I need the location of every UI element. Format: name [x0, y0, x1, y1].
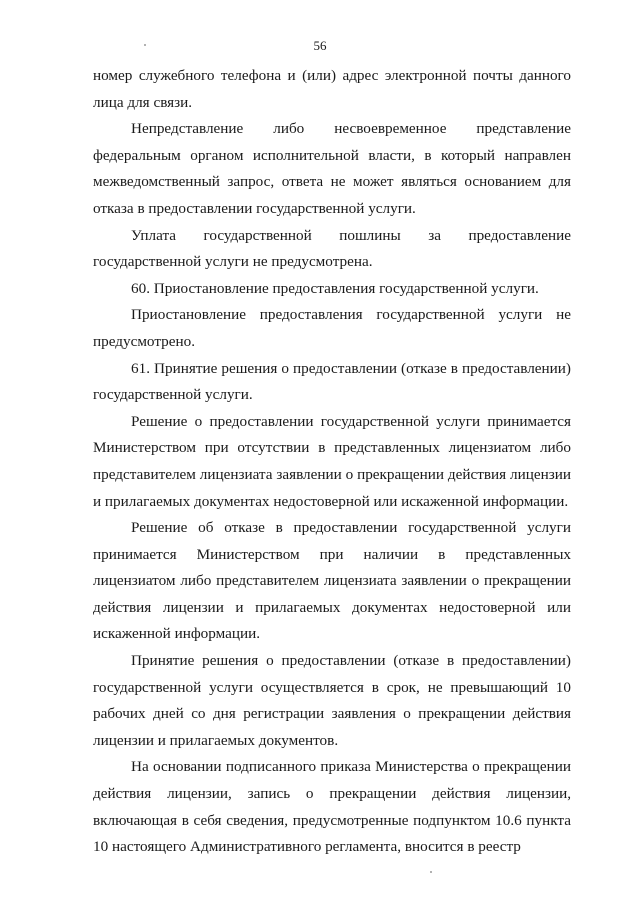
paragraph: Принятие решения о предоставлении (отказе в предоставлении) государственной услуги осуществляется в срок, не превышающий 10 рабочих дней со дня регистрации заявления о прекращении действия лицензии и прилагаемых документов. [93, 652, 571, 749]
paragraph: Решение о предоставлении государственной услуги принимается Министерством при отсутствии в представленных лицензиатом либо представителем лицензиата заявлении о прекращении действия лицензии и прилагаемых документах недостоверной или искаженной информации. [93, 412, 571, 510]
scan-speck [430, 871, 432, 873]
page-number: 56 [313, 38, 327, 53]
paragraph-continuation: номер служебного телефона и (или) адрес электронной почты данного лица для связи. [93, 67, 571, 111]
paragraph: Непредставление либо несвоевременное представление федеральным органом исполнительной власти, в который направлен межведомственный запрос, ответа не может являться основанием для отказа в предоставлении государственной услуги. [93, 120, 571, 217]
section-heading-61: 61. Принятие решения о предоставлении (отказе в предоставлении) государственной услуги. [93, 359, 571, 404]
section-heading-60: 60. Приостановление предоставления государственной услуги. [131, 279, 539, 297]
document-body [93, 63, 571, 861]
paragraph: Решение об отказе в предоставлении государственной услуги принимается Министерством при наличии в представленных лицензиатом либо представителем лицензиата заявлении о прекращении действия лицензии и прилагаемых документах недостоверной или искаженной информации. [93, 519, 571, 643]
paragraph: Уплата государственной пошлины за предоставление государственной услуги не предусмотрена. [93, 226, 571, 271]
paragraph: На основании подписанного приказа Министерства о прекращении действия лицензии, запись о прекращении действия лицензии, включающая в себя сведения, предусмотренные подпунктом 10.6 пункта 10 настоящего Административного регламента, вносится в реестр [93, 758, 571, 856]
paragraph: Приостановление предоставления государственной услуги не предусмотрено. [93, 306, 571, 350]
